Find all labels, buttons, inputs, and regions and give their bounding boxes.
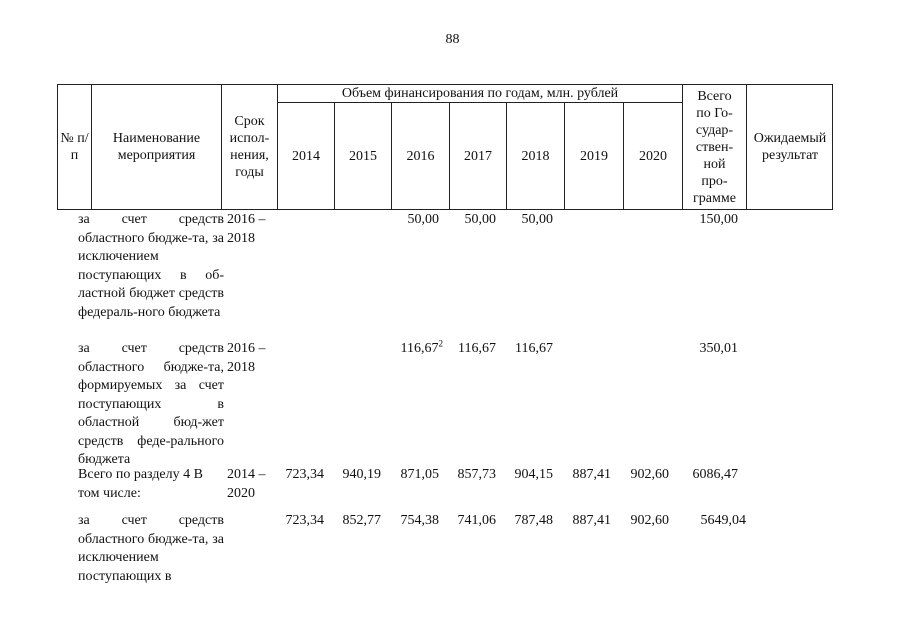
row-4-value-2014: 723,34 bbox=[285, 513, 324, 528]
header-year-2015: 2015 bbox=[349, 148, 377, 164]
row-1-name: за счет средств областного бюдже-та, за исключением поступающих в об-ластной бюджет средств федераль-ного бюджета bbox=[78, 212, 224, 320]
row-4-total: 5649,04 bbox=[700, 513, 746, 528]
page-number: 88 bbox=[445, 32, 460, 47]
row-1-value-2016: 50,00 bbox=[407, 212, 439, 227]
header-year-2014: 2014 bbox=[292, 148, 320, 164]
row-4-value-2020: 902,60 bbox=[630, 513, 669, 528]
row-3-name bbox=[78, 466, 224, 503]
row-3-value-2018: 904,15 bbox=[514, 467, 553, 482]
header-term bbox=[222, 85, 277, 209]
row-4-value-2019: 887,41 bbox=[572, 513, 611, 528]
row-4-value-2015: 852,77 bbox=[342, 513, 381, 528]
row-3-value-2015: 940,19 bbox=[342, 467, 381, 482]
header-year-2018: 2018 bbox=[521, 148, 550, 164]
header-funding-group: Объем финансирования по годам, млн. рублей bbox=[341, 86, 619, 101]
row-3-value-2016: 871,05 bbox=[400, 467, 439, 482]
table-header bbox=[57, 84, 833, 210]
row-2-value-2018: 116,67 bbox=[515, 341, 553, 356]
row-4-value-2018: 787,48 bbox=[514, 513, 553, 528]
row-3-value-2019: 887,41 bbox=[572, 467, 611, 482]
row-2-value-2016 bbox=[387, 340, 443, 359]
footnote-marker: 2 bbox=[438, 338, 443, 349]
row-3-total: 6086,47 bbox=[692, 467, 738, 482]
header-name: Наименование мероприятия bbox=[112, 131, 201, 163]
row-1-value-2018: 50,00 bbox=[521, 212, 553, 227]
header-result bbox=[747, 85, 833, 209]
row-1-term: 2016 – 2018 bbox=[227, 212, 266, 246]
row-1-value-2017: 50,00 bbox=[464, 212, 496, 227]
row-3-value-2020: 902,60 bbox=[630, 467, 669, 482]
row-2-total: 350,01 bbox=[699, 341, 738, 356]
row-2-name: за счет средств областного бюдже-та, формируемых за счет поступающих в областной бюд-жет средств феде-рального бюджета bbox=[78, 341, 224, 467]
header-year-2017: 2017 bbox=[464, 148, 492, 164]
header-total-text: Всего по Го-судар-ствен-ной про-грамме bbox=[693, 88, 736, 206]
row-1-total: 150,00 bbox=[699, 212, 738, 227]
header-year-2020: 2020 bbox=[639, 148, 667, 164]
header-number: № п/п bbox=[60, 131, 89, 163]
row-2-value-2017: 116,67 bbox=[458, 341, 496, 356]
header-total bbox=[683, 85, 746, 209]
header-year-2019: 2019 bbox=[580, 148, 608, 164]
row-3-value-2014: 723,34 bbox=[285, 467, 324, 482]
row-3-value-2017: 857,73 bbox=[457, 467, 496, 482]
row-2-term: 2016 – 2018 bbox=[227, 341, 266, 375]
header-result-text: Ожидаемый результат bbox=[753, 131, 827, 163]
header-year-2016: 2016 bbox=[406, 148, 435, 164]
header-term-text: Срок испол-нения, годы bbox=[229, 114, 270, 180]
row-3-term: 2014 – 2020 bbox=[227, 467, 266, 501]
row-4-value-2017: 741,06 bbox=[457, 513, 496, 528]
row-4-value-2016: 754,38 bbox=[400, 513, 439, 528]
row-4-name: за счет средств областного бюдже-та, за исключением поступающих в bbox=[78, 513, 224, 584]
row-2-value-2016-text: 116,67 bbox=[400, 341, 439, 356]
row-3-name-text: Всего по разделу 4 В том числе: bbox=[78, 467, 203, 501]
